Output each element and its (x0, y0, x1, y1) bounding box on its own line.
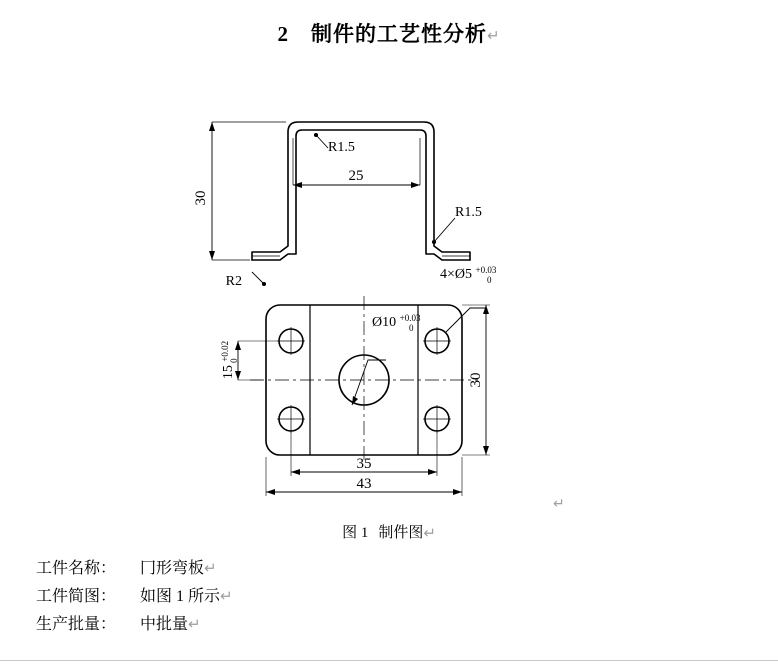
side-view-profile (252, 122, 470, 260)
spec-label-sketch: 工件简图： (36, 587, 117, 605)
leader-r15-right (432, 218, 455, 244)
figure-caption-text: 制件图 (378, 525, 424, 541)
dim-pitch-15 (235, 341, 277, 380)
leader-r15-top (314, 133, 328, 148)
hole-centerlines (250, 296, 478, 464)
spec-list (36, 555, 736, 638)
spec-row-batch (36, 611, 736, 639)
spec-value-batch: 中批量 (140, 615, 189, 633)
paragraph-mark-title: ↵ (486, 28, 501, 45)
label-4xd5: 4×Ø5 $^{+0.03}$ 0 (440, 265, 497, 285)
paragraph-mark-stray: ↵ (553, 495, 565, 511)
dim-height-30 (209, 122, 286, 260)
leader-r2 (252, 272, 266, 286)
paragraph-mark-caption: ↵ (423, 526, 436, 543)
label-d10: Ø10 $^{+0.03}$ 0 (372, 313, 421, 333)
dim-plate-height-30-label: 30 (468, 372, 484, 388)
figure-caption (0, 521, 778, 543)
spec-row-sketch (36, 583, 736, 611)
dim-width-35-label: 35 (356, 456, 372, 472)
dim-pitch-15-label: 15 $^{+0.02}$0 (220, 340, 239, 380)
label-r2: R2 (225, 274, 242, 289)
page-bottom-rule (0, 660, 778, 661)
dim-width-43-label: 43 (356, 476, 372, 492)
figure-caption-label: 图 1 (342, 525, 369, 541)
page-title-number: 2 (277, 22, 289, 46)
dim-width-25-label: 25 (348, 168, 364, 184)
dim-height-30-label: 30 (193, 190, 209, 206)
paragraph-mark-spec-2: ↵ (188, 616, 201, 633)
spec-label-name: 工件名称： (36, 560, 117, 577)
spec-label-batch: 生产批量： (36, 615, 117, 633)
page-title (0, 18, 778, 48)
label-r15-top: R1.5 (328, 140, 355, 155)
spec-row-name (36, 555, 736, 583)
spec-value-sketch: 如图 1 所示 (140, 587, 221, 605)
part-drawing (0, 60, 778, 530)
paragraph-mark-spec-1: ↵ (220, 588, 233, 605)
paragraph-mark-spec-0: ↵ (204, 560, 217, 577)
spec-value-name: 冂形弯板 (140, 560, 205, 577)
label-r15-right: R1.5 (455, 205, 482, 220)
leader-4xd5 (446, 308, 486, 332)
page-title-text: 制件的工艺性分析 (310, 22, 487, 46)
